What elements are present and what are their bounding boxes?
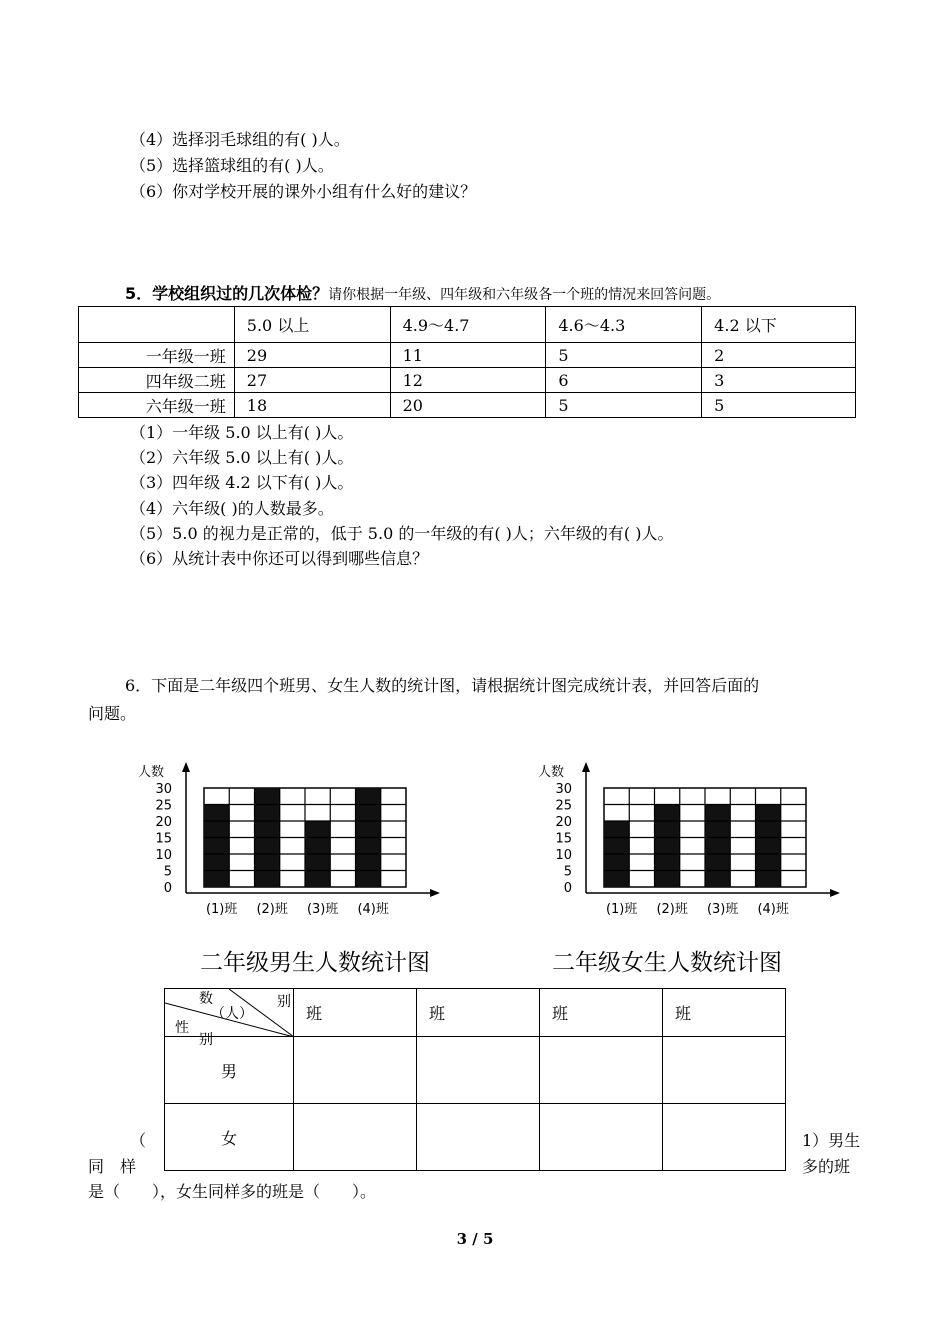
vision-header-cell: 4.2 以下 bbox=[702, 307, 856, 343]
vision-row-label: 四年级二班 bbox=[79, 368, 235, 393]
blank-cell[interactable] bbox=[540, 1104, 663, 1171]
q5-question: （4）六年级( )的人数最多。 bbox=[130, 499, 334, 518]
bar bbox=[756, 805, 781, 888]
blank-cell[interactable] bbox=[663, 1037, 786, 1104]
q4-item-4: （4）选择羽毛球组的有( )人。 bbox=[130, 130, 350, 149]
q6-tail-line2-right: 多的班 bbox=[802, 1157, 851, 1176]
q5-question: （3）四年级 4.2 以下有( )人。 bbox=[130, 473, 354, 492]
vision-row-label: 一年级一班 bbox=[79, 343, 235, 368]
bar bbox=[655, 805, 680, 888]
q6-tail-left: （ bbox=[130, 1131, 147, 1150]
vision-table bbox=[78, 306, 856, 418]
y-axis-arrow-icon bbox=[582, 762, 590, 772]
vision-header-cell: 4.9～4.7 bbox=[390, 307, 546, 343]
blank-cell[interactable] bbox=[294, 1104, 417, 1171]
vision-cell: 5 bbox=[546, 343, 702, 368]
blank-cell[interactable] bbox=[540, 1037, 663, 1104]
page-number: 3 / 5 bbox=[456, 1230, 494, 1248]
q6-intro-cont: 问题。 bbox=[88, 704, 137, 723]
boys-chart-title: 二年级男生人数统计图 bbox=[200, 950, 430, 976]
blank-cell[interactable] bbox=[294, 1037, 417, 1104]
class-col-header: 班 bbox=[663, 989, 786, 1037]
diag-label: 性 bbox=[175, 1020, 189, 1036]
q5-question: （2）六年级 5.0 以上有( )人。 bbox=[130, 448, 354, 467]
girls-bar-chart bbox=[530, 760, 850, 930]
y-tick-label: 0 bbox=[563, 881, 572, 896]
vision-cell: 18 bbox=[234, 393, 390, 418]
boys-bar-chart bbox=[130, 760, 450, 930]
vision-row bbox=[79, 368, 856, 393]
x-axis-arrow-icon bbox=[830, 889, 840, 897]
vision-cell: 6 bbox=[546, 368, 702, 393]
vision-cell: 5 bbox=[702, 393, 856, 418]
vision-cell: 3 bbox=[702, 368, 856, 393]
vision-row bbox=[79, 343, 856, 368]
gender-table-header-row bbox=[165, 989, 786, 1037]
x-axis-arrow-icon bbox=[430, 889, 440, 897]
vision-cell: 20 bbox=[390, 393, 546, 418]
bar bbox=[705, 805, 730, 888]
diag-label: （人） bbox=[211, 1006, 253, 1022]
y-axis-label: 人数 bbox=[538, 765, 565, 780]
q5-heading bbox=[125, 284, 720, 305]
x-tick-label: (1)班 bbox=[605, 902, 638, 917]
q6-tail-line3: 是（ ），女生同样多的班是（ ）。 bbox=[88, 1182, 377, 1201]
q6-tail-line2-left: 同 样 bbox=[88, 1157, 137, 1176]
x-tick-label: (4)班 bbox=[357, 902, 389, 917]
y-tick-label: 25 bbox=[555, 798, 572, 814]
class-col-header: 班 bbox=[417, 989, 540, 1037]
y-tick-label: 10 bbox=[155, 848, 172, 863]
vision-row-label: 六年级一班 bbox=[79, 393, 235, 418]
vision-header-cell: 4.6～4.3 bbox=[546, 307, 702, 343]
q6-intro: 6．下面是二年级四个班男、女生人数的统计图，请根据统计图完成统计表，并回答后面的 bbox=[125, 676, 760, 695]
vision-cell: 2 bbox=[702, 343, 856, 368]
q5-intro: 请你根据一年级、四年级和六年级各一个班的情况来回答问题。 bbox=[328, 287, 721, 303]
diag-label: 别 bbox=[277, 994, 291, 1010]
vision-header-corner bbox=[79, 307, 235, 343]
y-tick-label: 25 bbox=[155, 798, 172, 814]
class-col-header: 班 bbox=[294, 989, 417, 1037]
y-tick-label: 0 bbox=[163, 881, 172, 896]
blank-cell[interactable] bbox=[417, 1104, 540, 1171]
class-col-header: 班 bbox=[540, 989, 663, 1037]
x-tick-label: (3)班 bbox=[706, 902, 739, 917]
y-tick-label: 5 bbox=[563, 864, 572, 880]
y-tick-label: 20 bbox=[555, 815, 572, 830]
vision-header-cell: 5.0 以上 bbox=[234, 307, 390, 343]
y-tick-label: 5 bbox=[163, 864, 172, 880]
row-label-female: 女 bbox=[165, 1104, 294, 1171]
y-tick-label: 15 bbox=[555, 831, 572, 847]
bar bbox=[204, 805, 229, 888]
y-axis-arrow-icon bbox=[182, 762, 190, 772]
q4-item-5: （5）选择篮球组的有( )人。 bbox=[130, 156, 334, 175]
x-tick-label: (2)班 bbox=[656, 902, 688, 917]
x-tick-label: (2)班 bbox=[256, 902, 288, 917]
blank-cell[interactable] bbox=[417, 1037, 540, 1104]
x-tick-label: (1)班 bbox=[205, 902, 238, 917]
q5-question: （5）5.0 的视力是正常的，低于 5.0 的一年级的有( )人；六年级的有( )人。 bbox=[130, 524, 674, 543]
gender-class-table bbox=[164, 988, 786, 1171]
y-axis-label: 人数 bbox=[138, 765, 165, 780]
vision-cell: 5 bbox=[546, 393, 702, 418]
row-label-male: 男 bbox=[165, 1037, 294, 1104]
q5-question: （6）从统计表中你还可以得到哪些信息？ bbox=[130, 549, 429, 568]
q5-title: 5．学校组织过的几次体检？ bbox=[125, 284, 329, 303]
x-tick-label: (3)班 bbox=[306, 902, 339, 917]
gender-table-row bbox=[165, 1037, 786, 1104]
gender-table-row bbox=[165, 1104, 786, 1171]
y-tick-label: 15 bbox=[155, 831, 172, 847]
vision-cell: 12 bbox=[390, 368, 546, 393]
vision-cell: 27 bbox=[234, 368, 390, 393]
y-tick-label: 10 bbox=[555, 848, 572, 863]
vision-cell: 29 bbox=[234, 343, 390, 368]
q5-question: （1）一年级 5.0 以上有( )人。 bbox=[130, 423, 354, 442]
q4-item-6: （6）你对学校开展的课外小组有什么好的建议？ bbox=[130, 182, 477, 201]
y-tick-label: 30 bbox=[555, 782, 572, 797]
diag-label: 别 bbox=[199, 1032, 213, 1048]
x-tick-label: (4)班 bbox=[757, 902, 789, 917]
vision-row bbox=[79, 393, 856, 418]
vision-header-row bbox=[79, 307, 856, 343]
diagonal-header-cell bbox=[165, 989, 294, 1048]
y-tick-label: 30 bbox=[155, 782, 172, 797]
diag-label: 数 bbox=[199, 991, 213, 1007]
q6-tail-right: 1）男生 bbox=[802, 1131, 861, 1150]
girls-chart-title: 二年级女生人数统计图 bbox=[552, 950, 782, 976]
vision-cell: 11 bbox=[390, 343, 546, 368]
y-tick-label: 20 bbox=[155, 815, 172, 830]
blank-cell[interactable] bbox=[663, 1104, 786, 1171]
